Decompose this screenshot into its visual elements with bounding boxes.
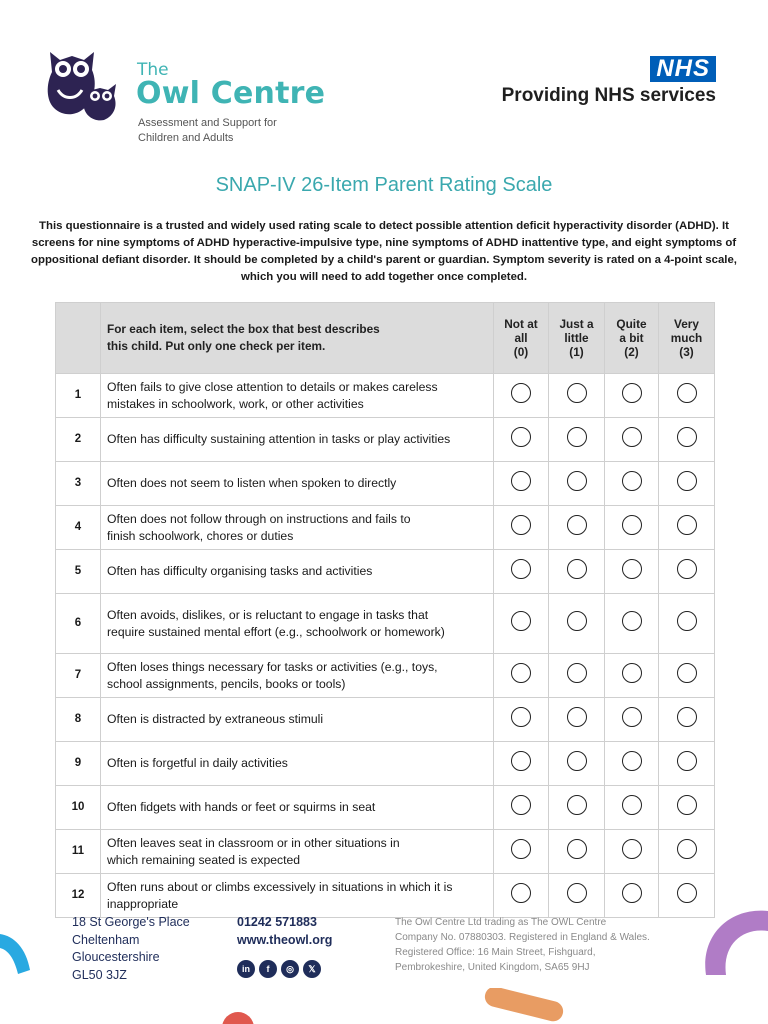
item-number: 10: [56, 786, 101, 830]
rating-cell: [605, 550, 659, 594]
rating-cell: [494, 462, 549, 506]
footer-legal: [395, 915, 650, 975]
phone-number[interactable]: 01242 571883: [237, 915, 317, 929]
social-links: [237, 960, 321, 978]
rating-radio-option-1[interactable]: [567, 515, 587, 535]
rating-cell: [659, 830, 715, 874]
rating-cell: [494, 506, 549, 550]
table-row: [56, 594, 715, 654]
rating-radio-option-0[interactable]: [511, 611, 531, 631]
rating-radio-option-3[interactable]: [677, 883, 697, 903]
rating-radio-option-3[interactable]: [677, 471, 697, 491]
nhs-badge: NHS: [650, 56, 716, 82]
rating-radio-option-0[interactable]: [511, 383, 531, 403]
rating-radio-option-2[interactable]: [622, 515, 642, 535]
item-text: [101, 698, 494, 742]
rating-table: [55, 302, 715, 918]
instruction-line: For each item, select the box that best describes: [107, 322, 380, 336]
rating-radio-option-1[interactable]: [567, 559, 587, 579]
table-row: [56, 742, 715, 786]
rating-radio-option-0[interactable]: [511, 795, 531, 815]
item-text: [101, 506, 494, 550]
rating-cell: [494, 742, 549, 786]
rating-radio-option-3[interactable]: [677, 559, 697, 579]
header-option-3: Very much (3): [659, 303, 715, 374]
item-text-line: Often runs about or climbs excessively in situations in which it is: [107, 879, 453, 894]
item-number: 12: [56, 874, 101, 918]
x-icon[interactable]: 𝕏: [303, 960, 321, 978]
legal-line: The Owl Centre Ltd trading as The OWL Centre: [395, 917, 607, 928]
page-title: SNAP-IV 26-Item Parent Rating Scale: [215, 174, 553, 196]
address-line: Gloucestershire: [72, 950, 160, 964]
rating-cell: [659, 418, 715, 462]
rating-radio-option-1[interactable]: [567, 611, 587, 631]
rating-cell: [659, 698, 715, 742]
rating-radio-option-2[interactable]: [622, 427, 642, 447]
rating-cell: [605, 742, 659, 786]
rating-radio-option-0[interactable]: [511, 751, 531, 771]
table-row: [56, 874, 715, 918]
rating-radio-option-2[interactable]: [622, 707, 642, 727]
item-number: 5: [56, 550, 101, 594]
rating-cell: [494, 830, 549, 874]
item-text: [101, 874, 494, 918]
rating-cell: [549, 874, 605, 918]
item-text-line: Often has difficulty organising tasks and activities: [107, 564, 373, 578]
nhs-subtitle: Providing NHS services: [501, 85, 716, 106]
item-number: 7: [56, 654, 101, 698]
item-number: 1: [56, 374, 101, 418]
legal-line: Company No. 07880303. Registered in England & Wales.: [395, 932, 650, 943]
table-row: [56, 462, 715, 506]
item-text-line: mistakes in schoolwork, work, or other activities: [107, 396, 364, 411]
rating-radio-option-0[interactable]: [511, 559, 531, 579]
rating-cell: [549, 742, 605, 786]
rating-radio-option-2[interactable]: [622, 559, 642, 579]
owl-centre-logo: [44, 42, 344, 152]
rating-cell: [494, 654, 549, 698]
item-text-line: school assignments, pencils, books or tools): [107, 676, 346, 691]
rating-cell: [549, 462, 605, 506]
rating-radio-option-0[interactable]: [511, 707, 531, 727]
instagram-icon[interactable]: ◎: [281, 960, 299, 978]
rating-cell: [659, 550, 715, 594]
rating-cell: [549, 698, 605, 742]
item-text-line: Often leaves seat in classroom or in other situations in: [107, 835, 400, 850]
decor-purple-arc: [700, 905, 768, 979]
rating-radio-option-2[interactable]: [622, 883, 642, 903]
item-text-line: require sustained mental effort (e.g., schoolwork or homework): [107, 624, 445, 639]
item-number: 8: [56, 698, 101, 742]
item-text-line: Often fidgets with hands or feet or squirms in seat: [107, 800, 376, 814]
website-link[interactable]: www.theowl.org: [237, 932, 333, 947]
header-instructions: [101, 303, 494, 374]
header-option-2: Quite a bit (2): [605, 303, 659, 374]
rating-cell: [605, 654, 659, 698]
rating-cell: [494, 698, 549, 742]
item-number: 11: [56, 830, 101, 874]
item-text-line: Often does not follow through on instructions and fails to: [107, 511, 411, 526]
facebook-icon[interactable]: f: [259, 960, 277, 978]
linkedin-icon[interactable]: in: [237, 960, 255, 978]
legal-line: Pembrokeshire, United Kingdom, SA65 9HJ: [395, 962, 590, 973]
rating-cell: [494, 874, 549, 918]
item-text: [101, 418, 494, 462]
intro-paragraph: This questionnaire is a trusted and widely used rating scale to detect possible attention deficit hyperactivity disorder (ADHD). It screens for nine symptoms of ADHD hyperactive-impulsive type, nine symptoms of ADHD inattentive type, and eight symptoms of oppositional defiant disorder. It should be completed by a child's parent or guardian. Symptom severity is rated on a 4-point scale, which you will need to add together once completed.: [31, 220, 737, 283]
item-number: 6: [56, 594, 101, 654]
table-row: [56, 374, 715, 418]
tagline-line: Assessment and Support for: [138, 117, 277, 129]
item-text-line: which remaining seated is expected: [107, 852, 301, 867]
tagline-line: Children and Adults: [138, 132, 234, 144]
rating-cell: [605, 418, 659, 462]
item-text-line: Often avoids, dislikes, or is reluctant to engage in tasks that: [107, 607, 429, 622]
rating-radio-option-1[interactable]: [567, 383, 587, 403]
item-text: [101, 742, 494, 786]
item-number: 4: [56, 506, 101, 550]
rating-radio-option-3[interactable]: [677, 611, 697, 631]
rating-cell: [494, 550, 549, 594]
address-line: GL50 3JZ: [72, 967, 127, 982]
rating-radio-option-1[interactable]: [567, 663, 587, 683]
item-text: [101, 786, 494, 830]
rating-radio-option-3[interactable]: [677, 383, 697, 403]
rating-cell: [605, 874, 659, 918]
rating-cell: [659, 462, 715, 506]
rating-radio-option-2[interactable]: [622, 471, 642, 491]
item-number: 9: [56, 742, 101, 786]
owls-logo-icon: [44, 44, 132, 124]
address-line: 18 St George's Place: [72, 915, 190, 929]
rating-cell: [549, 654, 605, 698]
item-number: 2: [56, 418, 101, 462]
instruction-line: this child. Put only one check per item.: [107, 339, 326, 353]
rating-cell: [494, 374, 549, 418]
rating-radio-option-2[interactable]: [622, 663, 642, 683]
rating-cell: [549, 506, 605, 550]
rating-radio-option-1[interactable]: [567, 839, 587, 859]
rating-radio-option-1[interactable]: [567, 427, 587, 447]
rating-cell: [549, 594, 605, 654]
rating-radio-option-0[interactable]: [511, 471, 531, 491]
rating-radio-option-1[interactable]: [567, 751, 587, 771]
footer-contact: [237, 914, 332, 949]
item-text-line: finish schoolwork, chores or duties: [107, 528, 294, 543]
rating-cell: [549, 374, 605, 418]
rating-radio-option-3[interactable]: [677, 427, 697, 447]
brand-tagline: [138, 116, 338, 146]
table-row: [56, 698, 715, 742]
rating-radio-option-3[interactable]: [677, 707, 697, 727]
rating-cell: [605, 462, 659, 506]
rating-cell: [605, 506, 659, 550]
rating-radio-option-0[interactable]: [511, 883, 531, 903]
rating-radio-option-2[interactable]: [622, 383, 642, 403]
rating-cell: [605, 594, 659, 654]
rating-cell: [549, 418, 605, 462]
brand-name: Owl Centre: [136, 76, 326, 111]
brand-the: The: [137, 60, 169, 80]
rating-cell: [659, 786, 715, 830]
rating-cell: [659, 742, 715, 786]
rating-radio-option-1[interactable]: [567, 707, 587, 727]
rating-radio-option-3[interactable]: [677, 795, 697, 815]
nhs-logo: [502, 56, 716, 107]
rating-radio-option-3[interactable]: [677, 751, 697, 771]
rating-radio-option-2[interactable]: [622, 795, 642, 815]
table-row: [56, 830, 715, 874]
rating-radio-option-3[interactable]: [677, 515, 697, 535]
header-option-0: Not at all (0): [494, 303, 549, 374]
rating-cell: [494, 418, 549, 462]
rating-radio-option-2[interactable]: [622, 751, 642, 771]
table-row: [56, 418, 715, 462]
header-option-1: Just a little (1): [549, 303, 605, 374]
rating-radio-option-0[interactable]: [511, 515, 531, 535]
table-row: [56, 786, 715, 830]
item-text-line: Often loses things necessary for tasks or activities (e.g., toys,: [107, 659, 438, 674]
item-text: [101, 830, 494, 874]
item-text-line: inappropriate: [107, 896, 179, 911]
item-text-line: Often does not seem to listen when spoken to directly: [107, 476, 397, 490]
rating-radio-option-2[interactable]: [622, 839, 642, 859]
rating-cell: [659, 506, 715, 550]
rating-cell: [659, 374, 715, 418]
decor-orange-bar: [480, 988, 564, 1024]
item-text-line: Often fails to give close attention to details or makes careless: [107, 379, 438, 394]
rating-cell: [605, 830, 659, 874]
decor-blue-shape: [0, 930, 34, 980]
rating-cell: [549, 830, 605, 874]
rating-cell: [605, 698, 659, 742]
item-text-line: Often is distracted by extraneous stimuli: [107, 712, 324, 726]
table-row: [56, 654, 715, 698]
rating-radio-option-3[interactable]: [677, 839, 697, 859]
rating-cell: [659, 654, 715, 698]
item-text: [101, 462, 494, 506]
header-number-col: [56, 303, 101, 374]
table-header-row: [56, 303, 715, 374]
rating-radio-option-1[interactable]: [567, 795, 587, 815]
rating-radio-option-3[interactable]: [677, 663, 697, 683]
rating-cell: [659, 594, 715, 654]
rating-cell: [605, 786, 659, 830]
rating-radio-option-0[interactable]: [511, 427, 531, 447]
item-text: [101, 550, 494, 594]
rating-cell: [494, 786, 549, 830]
rating-radio-option-0[interactable]: [511, 839, 531, 859]
item-text-line: Often has difficulty sustaining attention in tasks or play activities: [107, 432, 451, 446]
decor-red-dot: [220, 1010, 256, 1024]
rating-radio-option-1[interactable]: [567, 471, 587, 491]
item-text: [101, 374, 494, 418]
rating-cell: [549, 550, 605, 594]
item-number: 3: [56, 462, 101, 506]
item-text: [101, 654, 494, 698]
rating-cell: [494, 594, 549, 654]
address-line: Cheltenham: [72, 932, 140, 947]
rating-radio-option-0[interactable]: [511, 663, 531, 683]
item-text: [101, 594, 494, 654]
rating-cell: [605, 374, 659, 418]
footer-address: [72, 914, 190, 984]
rating-radio-option-2[interactable]: [622, 611, 642, 631]
legal-line: Registered Office: 16 Main Street, Fishguard,: [395, 947, 596, 958]
rating-cell: [549, 786, 605, 830]
rating-radio-option-1[interactable]: [567, 883, 587, 903]
item-text-line: Often is forgetful in daily activities: [107, 756, 288, 770]
table-row: [56, 550, 715, 594]
table-row: [56, 506, 715, 550]
